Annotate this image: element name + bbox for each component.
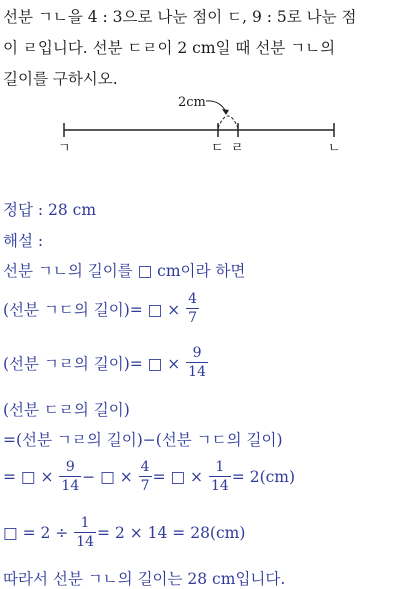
point-label-a: ㄱ bbox=[58, 141, 71, 156]
solution-line-7: □ = 2 ÷ $\frac{1}{14}$ = 2 × 14 = 28(cm) bbox=[3, 515, 246, 550]
point-label-c: ㄷ bbox=[211, 141, 224, 156]
problem-line-3: 길이를 구하시오. bbox=[3, 70, 118, 88]
label-2cm: 2cm bbox=[178, 95, 206, 110]
fraction-1-14-b: $\frac{1}{14}$ bbox=[76, 515, 95, 550]
fraction-4-7-b: $\frac{4}{7}$ bbox=[140, 459, 150, 494]
arrow-head bbox=[222, 109, 229, 115]
fraction-9-14: $\frac{9}{14}$ bbox=[188, 345, 206, 380]
solution-line-4: (선분 ㄷㄹ의 길이) bbox=[3, 401, 130, 419]
fraction-1-14: $\frac{1}{14}$ bbox=[210, 459, 229, 494]
problem-text bbox=[3, 2, 357, 95]
length-bracket bbox=[218, 116, 238, 128]
problem-line-1: 선분 ㄱㄴ을 4 : 3으로 나눈 점이 ㄷ, 9 : 5로 나눈 점 bbox=[3, 8, 357, 26]
fraction-4-7: $\frac{4}{7}$ bbox=[188, 291, 198, 326]
solution-line-6: = □ × $\frac{9}{14}$ − □ × $\frac{4}{7}$ = □ × $\frac{1}{14}$ = 2(cm) bbox=[3, 459, 296, 494]
solution-heading: 해설 : bbox=[3, 232, 44, 250]
solution-line-5: =(선분 ㄱㄹ의 길이)−(선분 ㄱㄷ의 길이) bbox=[3, 431, 283, 449]
answer-line bbox=[3, 198, 96, 220]
point-label-d: ㄹ bbox=[231, 141, 244, 156]
answer-text: 정답 : 28 cm bbox=[3, 201, 97, 219]
segment-figure bbox=[0, 88, 400, 158]
fraction-9-14-b: $\frac{9}{14}$ bbox=[61, 459, 80, 494]
problem-line-2: 이 ㄹ입니다. 선분 ㄷㄹ이 2 cm일 때 선분 ㄱㄴ의 bbox=[3, 39, 336, 57]
solution-line-1: 선분 ㄱㄴ의 길이를 □ cm이라 하면 bbox=[3, 262, 246, 280]
solution-line-2: (선분 ㄱㄷ의 길이)= □ × $\frac{4}{7}$ bbox=[3, 291, 198, 326]
solution-line-3: (선분 ㄱㄹ의 길이)= □ × $\frac{9}{14}$ bbox=[3, 345, 206, 380]
point-label-b: ㄴ bbox=[328, 141, 341, 156]
solution-line-8: 따라서 선분 ㄱㄴ의 길이는 28 cm입니다. bbox=[3, 570, 286, 588]
